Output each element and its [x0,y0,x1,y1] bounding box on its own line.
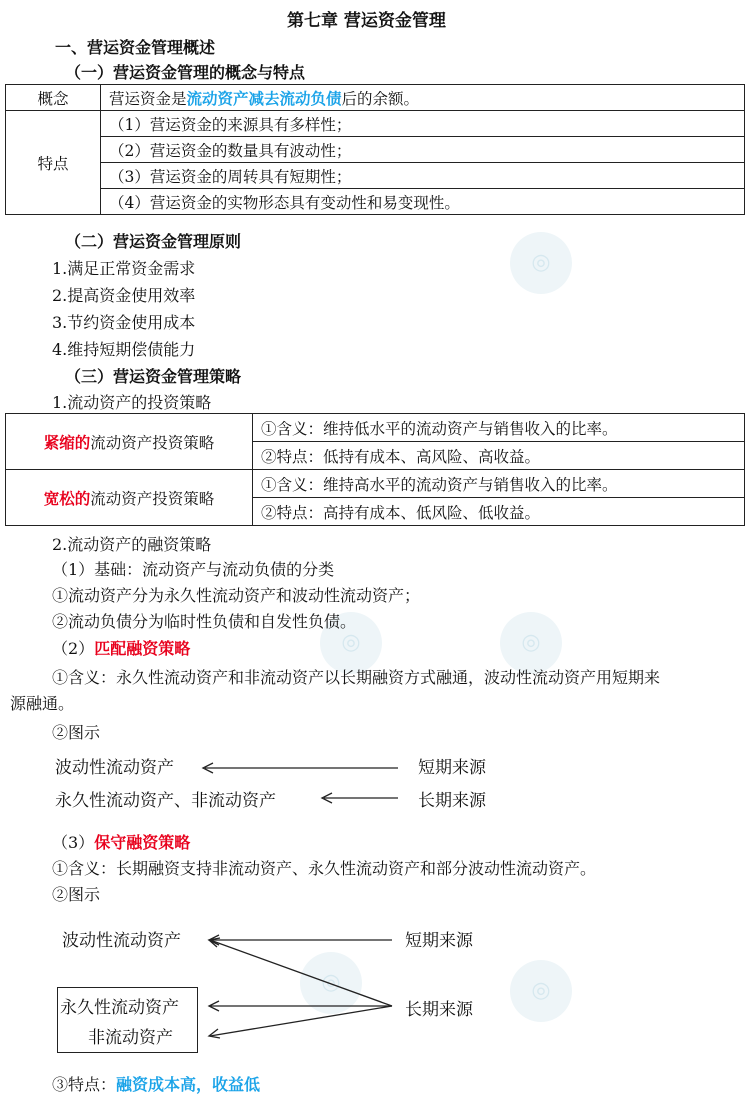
tight-meaning: ①含义：维持低水平的流动资产与销售收入的比率。 [253,414,745,442]
page-title: 第七章 营运资金管理 [287,11,446,31]
investment-strategy-title: 1.流动资产的投资策略 [52,393,212,412]
watermark-logo: ◎ [510,232,572,294]
tight-feature: ②特点：低持有成本、高风险、高收益。 [253,442,745,470]
feature-item: （1）营运资金的来源具有多样性； [101,111,745,137]
noncurrent-assets: 非流动资产 [88,1028,173,1048]
principle-item: 4.维持短期偿债能力 [52,340,196,359]
diagram-label: ②图示 [52,723,101,742]
conservative-strategy-heading: （3）保守融资策略 [52,833,191,852]
feature-item: （2）营运资金的数量具有波动性； [101,137,745,163]
loose-feature: ②特点：高持有成本、低风险、低收益。 [253,498,745,526]
principle-item: 3.节约资金使用成本 [52,313,196,332]
basis-item: ②流动负债分为临时性负债和自发性负债。 [52,612,357,631]
matching-meaning-cont: 源融通。 [10,694,75,713]
conservative-meaning: ①含义：长期融资支持非流动资产、永久性流动资产和部分波动性流动资产。 [52,859,597,878]
watermark-logo: ◎ [320,612,382,674]
principle-item: 1.满足正常资金需求 [52,259,196,278]
feature-item: （3）营运资金的周转具有短期性； [101,163,745,189]
matching-strategy-heading: （2）匹配融资策略 [52,639,191,658]
short-term-source: 短期来源 [405,931,473,951]
watermark-logo: ◎ [300,952,362,1014]
concept-text: 营运资金是流动资产减去流动负债后的余额。 [101,85,745,111]
short-term-source: 短期来源 [418,758,486,778]
watermark-logo: ◎ [510,960,572,1022]
subsection-heading: （二）营运资金管理原则 [65,232,242,251]
subsection-heading: （三）营运资金管理策略 [65,367,242,386]
permanent-current-assets: 永久性流动资产 [60,998,179,1018]
subsection-heading: （一）营运资金管理的概念与特点 [65,63,306,82]
basis-item: ①流动资产分为永久性流动资产和波动性流动资产； [52,586,421,605]
watermark-logo: ◎ [500,612,562,674]
financing-strategy-title: 2.流动资产的融资策略 [52,535,212,554]
diagram-label: ②图示 [52,885,101,904]
concept-label: 概念 [6,85,101,111]
conservative-feature: ③特点：融资成本高，收益低 [52,1075,261,1094]
basis-line: （1）基础：流动资产与流动负债的分类 [52,560,335,579]
features-label: 特点 [6,111,101,215]
principle-item: 2.提高资金使用效率 [52,286,196,305]
long-term-source: 长期来源 [418,791,486,811]
fluctuating-current-assets: 波动性流动资产 [55,758,174,778]
feature-item: （4）营运资金的实物形态具有变动性和易变现性。 [101,189,745,215]
loose-strategy-label: 宽松的流动资产投资策略 [6,470,253,526]
section-heading: 一、营运资金管理概述 [55,38,216,57]
long-term-source: 长期来源 [405,1000,473,1020]
fluctuating-current-assets: 波动性流动资产 [62,931,181,951]
matching-meaning: ①含义：永久性流动资产和非流动资产以长期融资方式融通，波动性流动资产用短期来 [52,668,661,687]
tight-strategy-label: 紧缩的流动资产投资策略 [6,414,253,470]
loose-meaning: ①含义：维持高水平的流动资产与销售收入的比率。 [253,470,745,498]
permanent-and-noncurrent-assets: 永久性流动资产、非流动资产 [55,791,276,811]
